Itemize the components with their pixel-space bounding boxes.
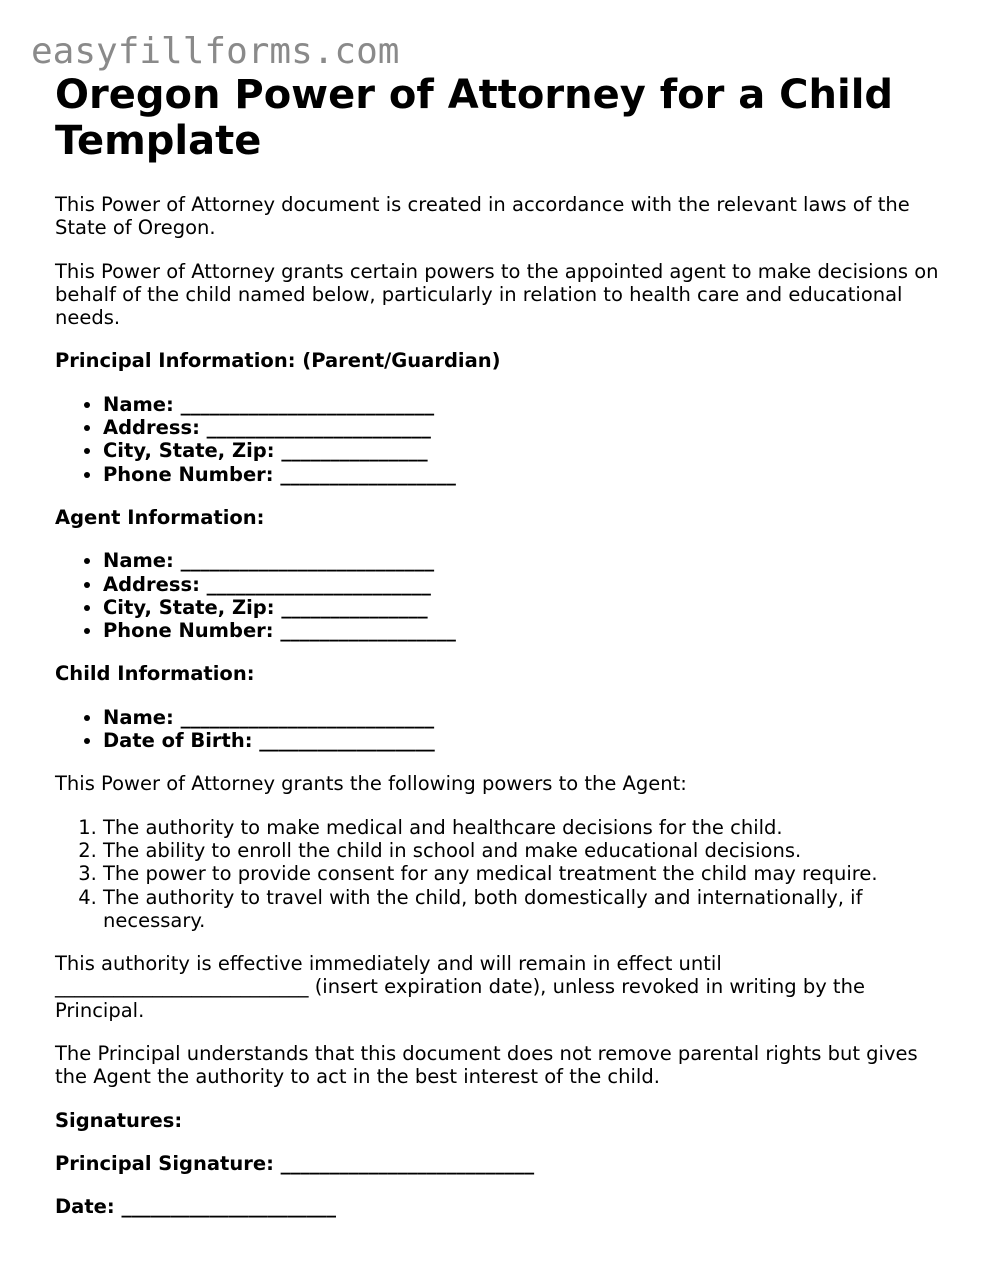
power-item: 1. The authority to make medical and healthcare decisions for the child. xyxy=(103,816,945,839)
principal-phone-field[interactable]: • Phone Number: __________________ xyxy=(103,463,945,486)
agent-city-field[interactable]: • City, State, Zip: _______________ xyxy=(103,596,945,619)
date-field[interactable]: Date: ______________________ xyxy=(55,1195,336,1219)
agent-fields xyxy=(55,549,945,642)
effective-line: This authority is effective immediately and will remain in effect until xyxy=(55,952,722,976)
principal-fields xyxy=(55,393,945,486)
power-item: 2. The ability to enroll the child in school and make educational decisions. xyxy=(103,839,945,862)
child-fields xyxy=(55,706,945,753)
child-heading: Child Information: xyxy=(55,662,255,686)
understanding-paragraph: The Principal understands that this document does not remove parental rights but gives the Agent the authority to act in the best interest of the child. xyxy=(55,1042,918,1089)
agent-phone-field[interactable]: • Phone Number: __________________ xyxy=(103,619,945,642)
effective-paragraph xyxy=(55,952,945,1022)
document-page xyxy=(55,72,945,1219)
principal-name-field[interactable]: • Name: __________________________ xyxy=(103,393,945,416)
agent-name-field[interactable]: • Name: __________________________ xyxy=(103,549,945,572)
powers-intro: This Power of Attorney grants the following powers to the Agent: xyxy=(55,772,687,796)
watermark: easyfillforms.com xyxy=(31,31,400,72)
power-item: 4. The authority to travel with the child, both domestically and internationally, if necessary. xyxy=(103,886,945,933)
principal-signature-field[interactable]: Principal Signature: __________________________ xyxy=(55,1151,535,1175)
intro-paragraph-2: This Power of Attorney grants certain powers to the appointed agent to make decisions on behalf of the child named below, particularly in relation to health care and educational needs. xyxy=(55,259,939,330)
child-name-field[interactable]: • Name: __________________________ xyxy=(103,706,945,729)
powers-list xyxy=(55,816,945,932)
intro-paragraph-1: This Power of Attorney document is created in accordance with the relevant laws of the State of Oregon. xyxy=(55,193,910,240)
effective-rest: (insert expiration date), unless revoked in writing by the Principal. xyxy=(55,975,865,1022)
principal-heading: Principal Information: (Parent/Guardian) xyxy=(55,349,501,373)
agent-address-field[interactable]: • Address: _______________________ xyxy=(103,573,945,596)
agent-heading: Agent Information: xyxy=(55,505,265,529)
expiration-date-blank[interactable]: __________________________ xyxy=(55,975,309,999)
principal-address-field[interactable]: • Address: _______________________ xyxy=(103,416,945,439)
signatures-heading: Signatures: xyxy=(55,1108,183,1132)
document-title: Oregon Power of Attorney for a Child Template xyxy=(55,72,894,164)
power-item: 3. The power to provide consent for any medical treatment the child may require. xyxy=(103,862,945,885)
principal-city-field[interactable]: • City, State, Zip: _______________ xyxy=(103,439,945,462)
child-dob-field[interactable]: • Date of Birth: __________________ xyxy=(103,729,945,752)
